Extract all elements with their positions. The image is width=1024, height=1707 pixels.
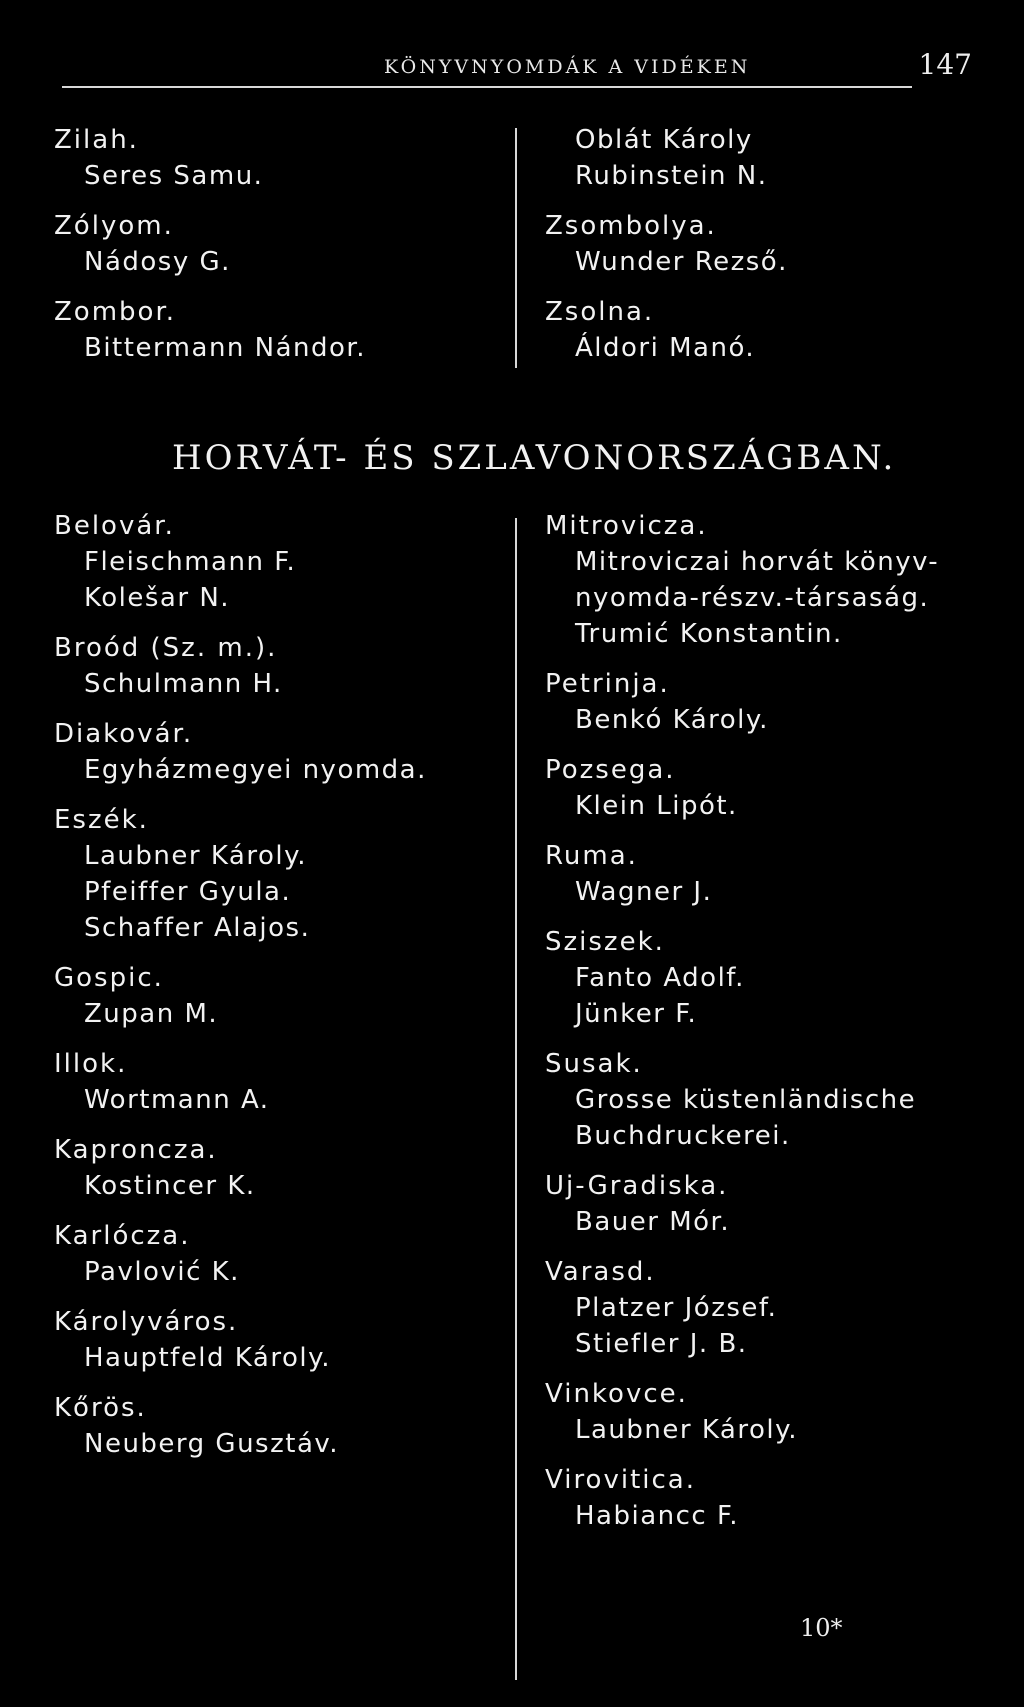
- page-number: 147: [918, 48, 972, 81]
- printer-name: Trumić Konstantin.: [575, 619, 843, 649]
- printer-name: Nádosy G.: [84, 247, 231, 277]
- printer-name: Wunder Rezső.: [575, 247, 788, 277]
- printer-name: Zupan M.: [84, 999, 219, 1029]
- entry-group: [54, 1304, 494, 1376]
- town-name: Zsombolya.: [545, 211, 717, 241]
- town-name: Belovár.: [54, 511, 175, 541]
- entry-group: [545, 838, 985, 910]
- entry-group: [54, 802, 494, 946]
- printer-name: Platzer József.: [575, 1293, 778, 1323]
- entry-group: [545, 1462, 985, 1534]
- printer-name: Buchdruckerei.: [575, 1121, 791, 1151]
- running-head: KÖNYVNYOMDÁK A VIDÉKEN: [384, 56, 751, 78]
- entry-group: [545, 294, 985, 366]
- entry-group: [545, 122, 985, 194]
- town-name: Sziszek.: [545, 927, 665, 957]
- section-title: HORVÁT- ÉS SZLAVONORSZÁGBAN.: [172, 438, 897, 478]
- town-name: Pozsega.: [545, 755, 676, 785]
- entry-group: [545, 752, 985, 824]
- printer-name: Kostincer K.: [84, 1171, 256, 1201]
- printer-name: Grosse küstenländische: [575, 1085, 917, 1115]
- entry-group: [545, 666, 985, 738]
- entry-group: [545, 1376, 985, 1448]
- printer-name: Áldori Manó.: [575, 333, 756, 363]
- town-name: Susak.: [545, 1049, 643, 1079]
- bottom-left-column: [54, 508, 494, 1476]
- column-divider-bottom: [515, 518, 517, 1680]
- header-rule: [62, 86, 912, 88]
- town-name: Mitrovicza.: [545, 511, 708, 541]
- bottom-right-column: [545, 508, 985, 1548]
- town-name: Illok.: [54, 1049, 128, 1079]
- town-name: Eszék.: [54, 805, 149, 835]
- printer-name: Bauer Mór.: [575, 1207, 731, 1237]
- printer-name: Hauptfeld Károly.: [84, 1343, 332, 1373]
- entry-group: [54, 294, 494, 366]
- printer-name: Neuberg Gusztáv.: [84, 1429, 340, 1459]
- printer-name: nyomda-részv.-társaság.: [575, 583, 930, 613]
- town-name: Ruma.: [545, 841, 638, 871]
- town-name: Varasd.: [545, 1257, 656, 1287]
- entry-group: [545, 208, 985, 280]
- town-name: Zilah.: [54, 125, 139, 155]
- town-name: Broód (Sz. m.).: [54, 633, 278, 663]
- town-name: Petrinja.: [545, 669, 670, 699]
- signature-mark: 10*: [800, 1614, 843, 1642]
- printer-name: Seres Samu.: [84, 161, 264, 191]
- printer-name: Pfeiffer Gyula.: [84, 877, 292, 907]
- entry-group: [545, 1168, 985, 1240]
- printer-name: Oblát Károly: [575, 125, 753, 155]
- printer-name: Rubinstein N.: [575, 161, 768, 191]
- printer-name: Wagner J.: [575, 877, 713, 907]
- printer-name: Egyházmegyei nyomda.: [84, 755, 427, 785]
- entry-group: [54, 960, 494, 1032]
- printer-name: Klein Lipót.: [575, 791, 738, 821]
- column-divider-top: [515, 128, 517, 368]
- town-name: Vinkovce.: [545, 1379, 688, 1409]
- entry-group: [54, 716, 494, 788]
- entry-group: [545, 1254, 985, 1362]
- entry-group: [54, 1046, 494, 1118]
- entry-group: [54, 1218, 494, 1290]
- printer-name: Stiefler J. B.: [575, 1329, 748, 1359]
- town-name: Zólyom.: [54, 211, 174, 241]
- town-name: Zsolna.: [545, 297, 655, 327]
- entry-group: [54, 630, 494, 702]
- entry-group: [54, 508, 494, 616]
- printer-name: Laubner Károly.: [84, 841, 308, 871]
- entry-group: [545, 508, 985, 652]
- town-name: Károlyváros.: [54, 1307, 239, 1337]
- printer-name: Jünker F.: [575, 999, 698, 1029]
- printer-name: Bittermann Nándor.: [84, 333, 366, 363]
- printer-name: Fleischmann F.: [84, 547, 297, 577]
- printer-name: Schulmann H.: [84, 669, 283, 699]
- printer-name: Kolešar N.: [84, 583, 231, 613]
- entry-group: [54, 1390, 494, 1462]
- entry-group: [545, 924, 985, 1032]
- entry-group: [54, 1132, 494, 1204]
- printer-name: Laubner Károly.: [575, 1415, 799, 1445]
- town-name: Virovitica.: [545, 1465, 696, 1495]
- entry-group: [545, 1046, 985, 1154]
- town-name: Karlócza.: [54, 1221, 191, 1251]
- entry-group: [54, 122, 494, 194]
- printer-name: Mitroviczai horvát könyv-: [575, 547, 940, 577]
- entry-group: [54, 208, 494, 280]
- printer-name: Pavlović K.: [84, 1257, 240, 1287]
- top-right-column: [545, 122, 985, 380]
- town-name: Kaproncza.: [54, 1135, 218, 1165]
- top-left-column: [54, 122, 494, 380]
- printer-name: Benkó Károly.: [575, 705, 769, 735]
- town-name: Uj-Gradiska.: [545, 1171, 729, 1201]
- printer-name: Wortmann A.: [84, 1085, 270, 1115]
- town-name: Gospic.: [54, 963, 164, 993]
- town-name: Diakovár.: [54, 719, 194, 749]
- printer-name: Schaffer Alajos.: [84, 913, 311, 943]
- town-name: Kőrös.: [54, 1393, 147, 1423]
- printer-name: Habiancc F.: [575, 1501, 740, 1531]
- printer-name: Fanto Adolf.: [575, 963, 745, 993]
- town-name: Zombor.: [54, 297, 177, 327]
